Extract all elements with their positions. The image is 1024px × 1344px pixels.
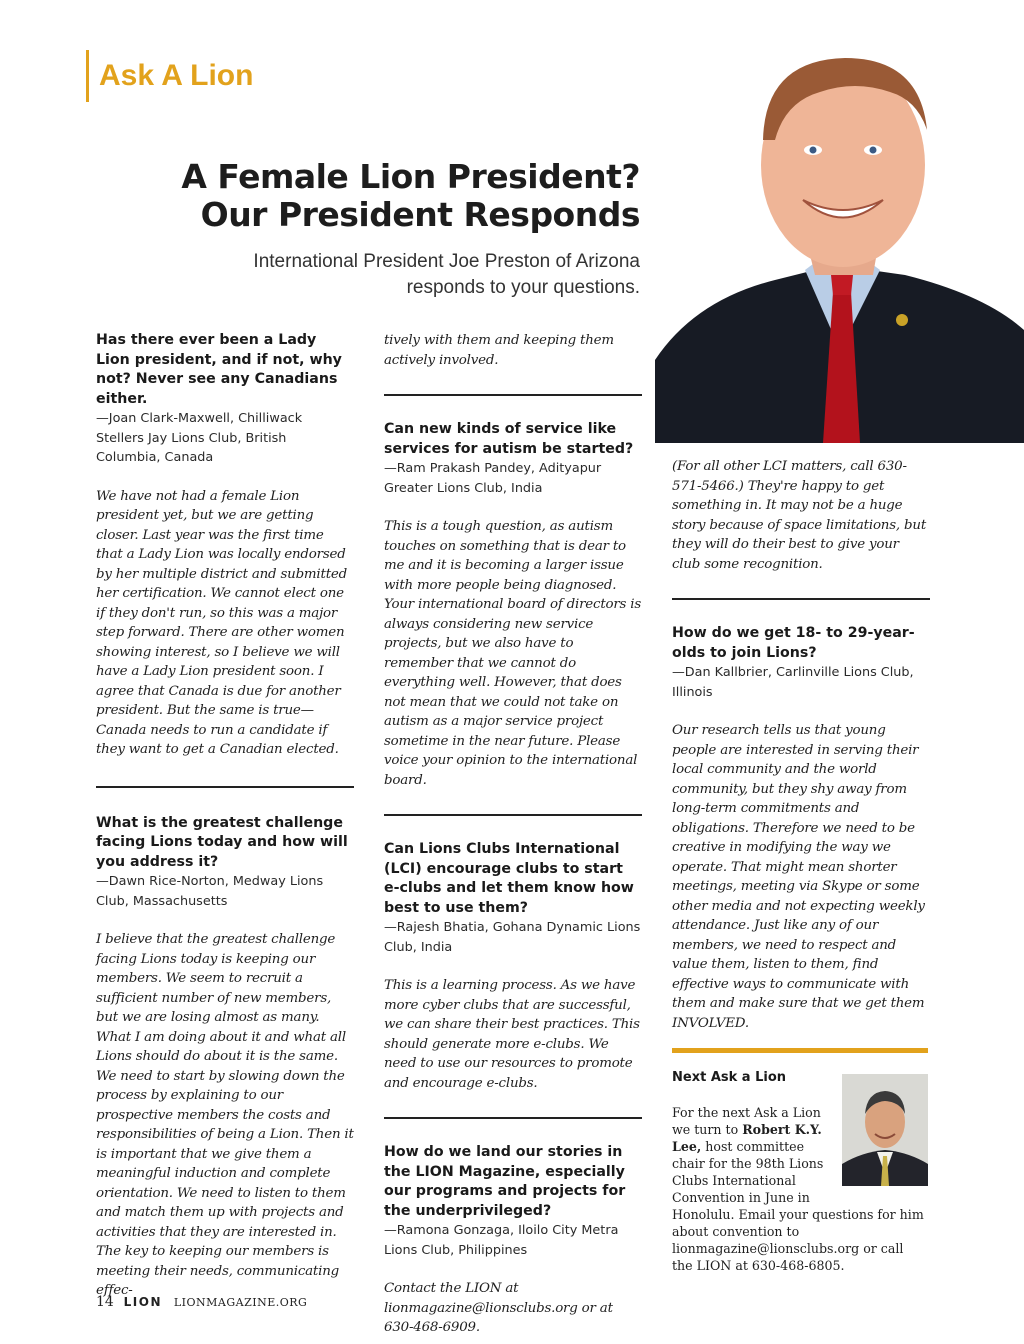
magazine-name: LION [123,1295,163,1309]
answer-3: This is a tough question, as autism touches on something that is dear to me and it is becoming a larger issue with more people being diagnosed. Your international board of directors is always considering new service projects, but we also have to remember that we cannot do everything well. However, that does not mean that we could not take on autism as a major service project sometime in the near future. Please voice your opinion to the international board. [384,519,642,788]
headline-line-2: Our President Responds [200,195,640,234]
deck: International President Joe Preston of Arizona responds to your questions. [253,251,640,298]
question-4-attribution: —Rajesh Bhatia, Gohana Dynamic Lions Club, India [384,920,641,955]
question-5: How do we land our stories in the LION Magazine, especially our programs and projects for the underprivileged? [384,1144,626,1219]
answer-6: Our research tells us that young people are interested in serving their local community and the world community, but they shy away from long-term commitments and obligations. Therefore we need to be creative in modifying the way we operate. That might mean shorter meetings, meeting via Skype or some other media and not expecting weekly attendance. Just like any of our members, we need to respect and value them, listen to them, find effective ways to communicate with them and make sure that we get them INVOLVED. [672,723,925,1031]
magazine-url: LIONMAGAZINE.ORG [173,1296,308,1309]
section-divider [96,786,354,788]
question-2-attribution: —Dawn Rice-Norton, Medway Lions Club, Massachusetts [96,874,324,909]
question-3-attribution: —Ram Prakash Pandey, Adityapur Greater Lions Club, India [384,461,602,496]
column-2 [384,331,642,1338]
answer-4: This is a learning process. As we have more cyber clubs that are successful, we can share their best practices. This should generate more e-clubs. We need to use our resources to promote and encourage e-clubs. [384,978,640,1091]
page-footer [96,1294,307,1310]
robert-lee-photo [842,1074,928,1186]
answer-5-continued: (For all other LCI matters, call 630-571-5466.) They're happy to get something in. It may not be a huge story because of space limitations, but they will do their best to give your club some recognition. [672,459,926,572]
section-label: Ask A Lion [86,50,253,102]
page-number: 14 [96,1294,114,1310]
next-ask-title: Next Ask a Lion [672,1070,787,1085]
question-1: Has there ever been a Lady Lion president, and if not, why not? Never see any Canadians either. [96,332,342,407]
section-divider [672,598,930,600]
question-6: How do we get 18- to 29-year-olds to join Lions? [672,625,915,661]
next-ask-name: Robert K.Y. Lee, [672,1122,822,1154]
section-divider [384,394,642,396]
question-2: What is the greatest challenge facing Lions today and how will you address it? [96,814,348,870]
question-1-attribution: —Joan Clark-Maxwell, Chilliwack Stellers Jay Lions Club, British Columbia, Canada [96,411,303,465]
page-title [140,158,640,234]
answer-5: Contact the LION at lionmagazine@lionsclubs.org or at 630-468-6909. [384,1281,613,1335]
question-5-attribution: —Ramona Gonzaga, Iloilo City Metra Lions Club, Philippines [384,1223,619,1258]
next-ask-text-after: host committee chair for the 98th Lions Clubs International Convention in June in Honolulu. Email your questions for him about convention to lionmagazine@lionsclubs.org or call the LION at 630-468-6805. [672,1139,924,1273]
question-3: Can new kinds of service like services for autism be started? [384,421,634,457]
next-ask-text-before: For the next Ask a Lion we turn to [672,1105,821,1137]
answer-2: I believe that the greatest challenge facing Lions today is keeping our members. We seem to recruit a sufficient number of new members, but we are losing almost as many. What I am doing about it and what all Lions should do about it is the same. We need to start by slowing down the process by explaining to our prospective members the costs and responsibilities of being a Lion. Then it is important that we give them a meaningful induction and complete orientation. We need to listen to them and match them up with projects and activities that they are interested in. The key to keeping our members is meeting their needs, communicating effec- [96,932,354,1298]
column-1 [96,331,354,1301]
section-divider [384,1117,642,1119]
question-4: Can Lions Clubs International (LCI) encourage clubs to start e-clubs and let them know how best to use them? [384,841,634,916]
section-divider [384,814,642,816]
column-3 [672,457,930,1033]
question-6-attribution: —Dan Kallbrier, Carlinville Lions Club, Illinois [672,665,914,700]
next-ask-divider [672,1048,928,1053]
portrait-illustration [655,30,1024,443]
headline-line-1: A Female Lion President? [181,157,640,196]
next-ask-body [672,1104,928,1274]
answer-2-continued: tively with them and keeping them actively involved. [384,333,614,368]
president-portrait-photo [655,30,1024,443]
answer-1: We have not had a female Lion president yet, but we are getting closer. Last year was the first time that a Lady Lion was locally endorsed by her multiple district and submitted her certification. We cannot elect one if they don't run, so this was a major step forward. There are other women showing interest, so I believe we will have a Lady Lion president soon. I agree that Canada is due for another president. But the same is true—Canada needs to run a candidate if they want to get a Canadian elected. [96,488,347,757]
